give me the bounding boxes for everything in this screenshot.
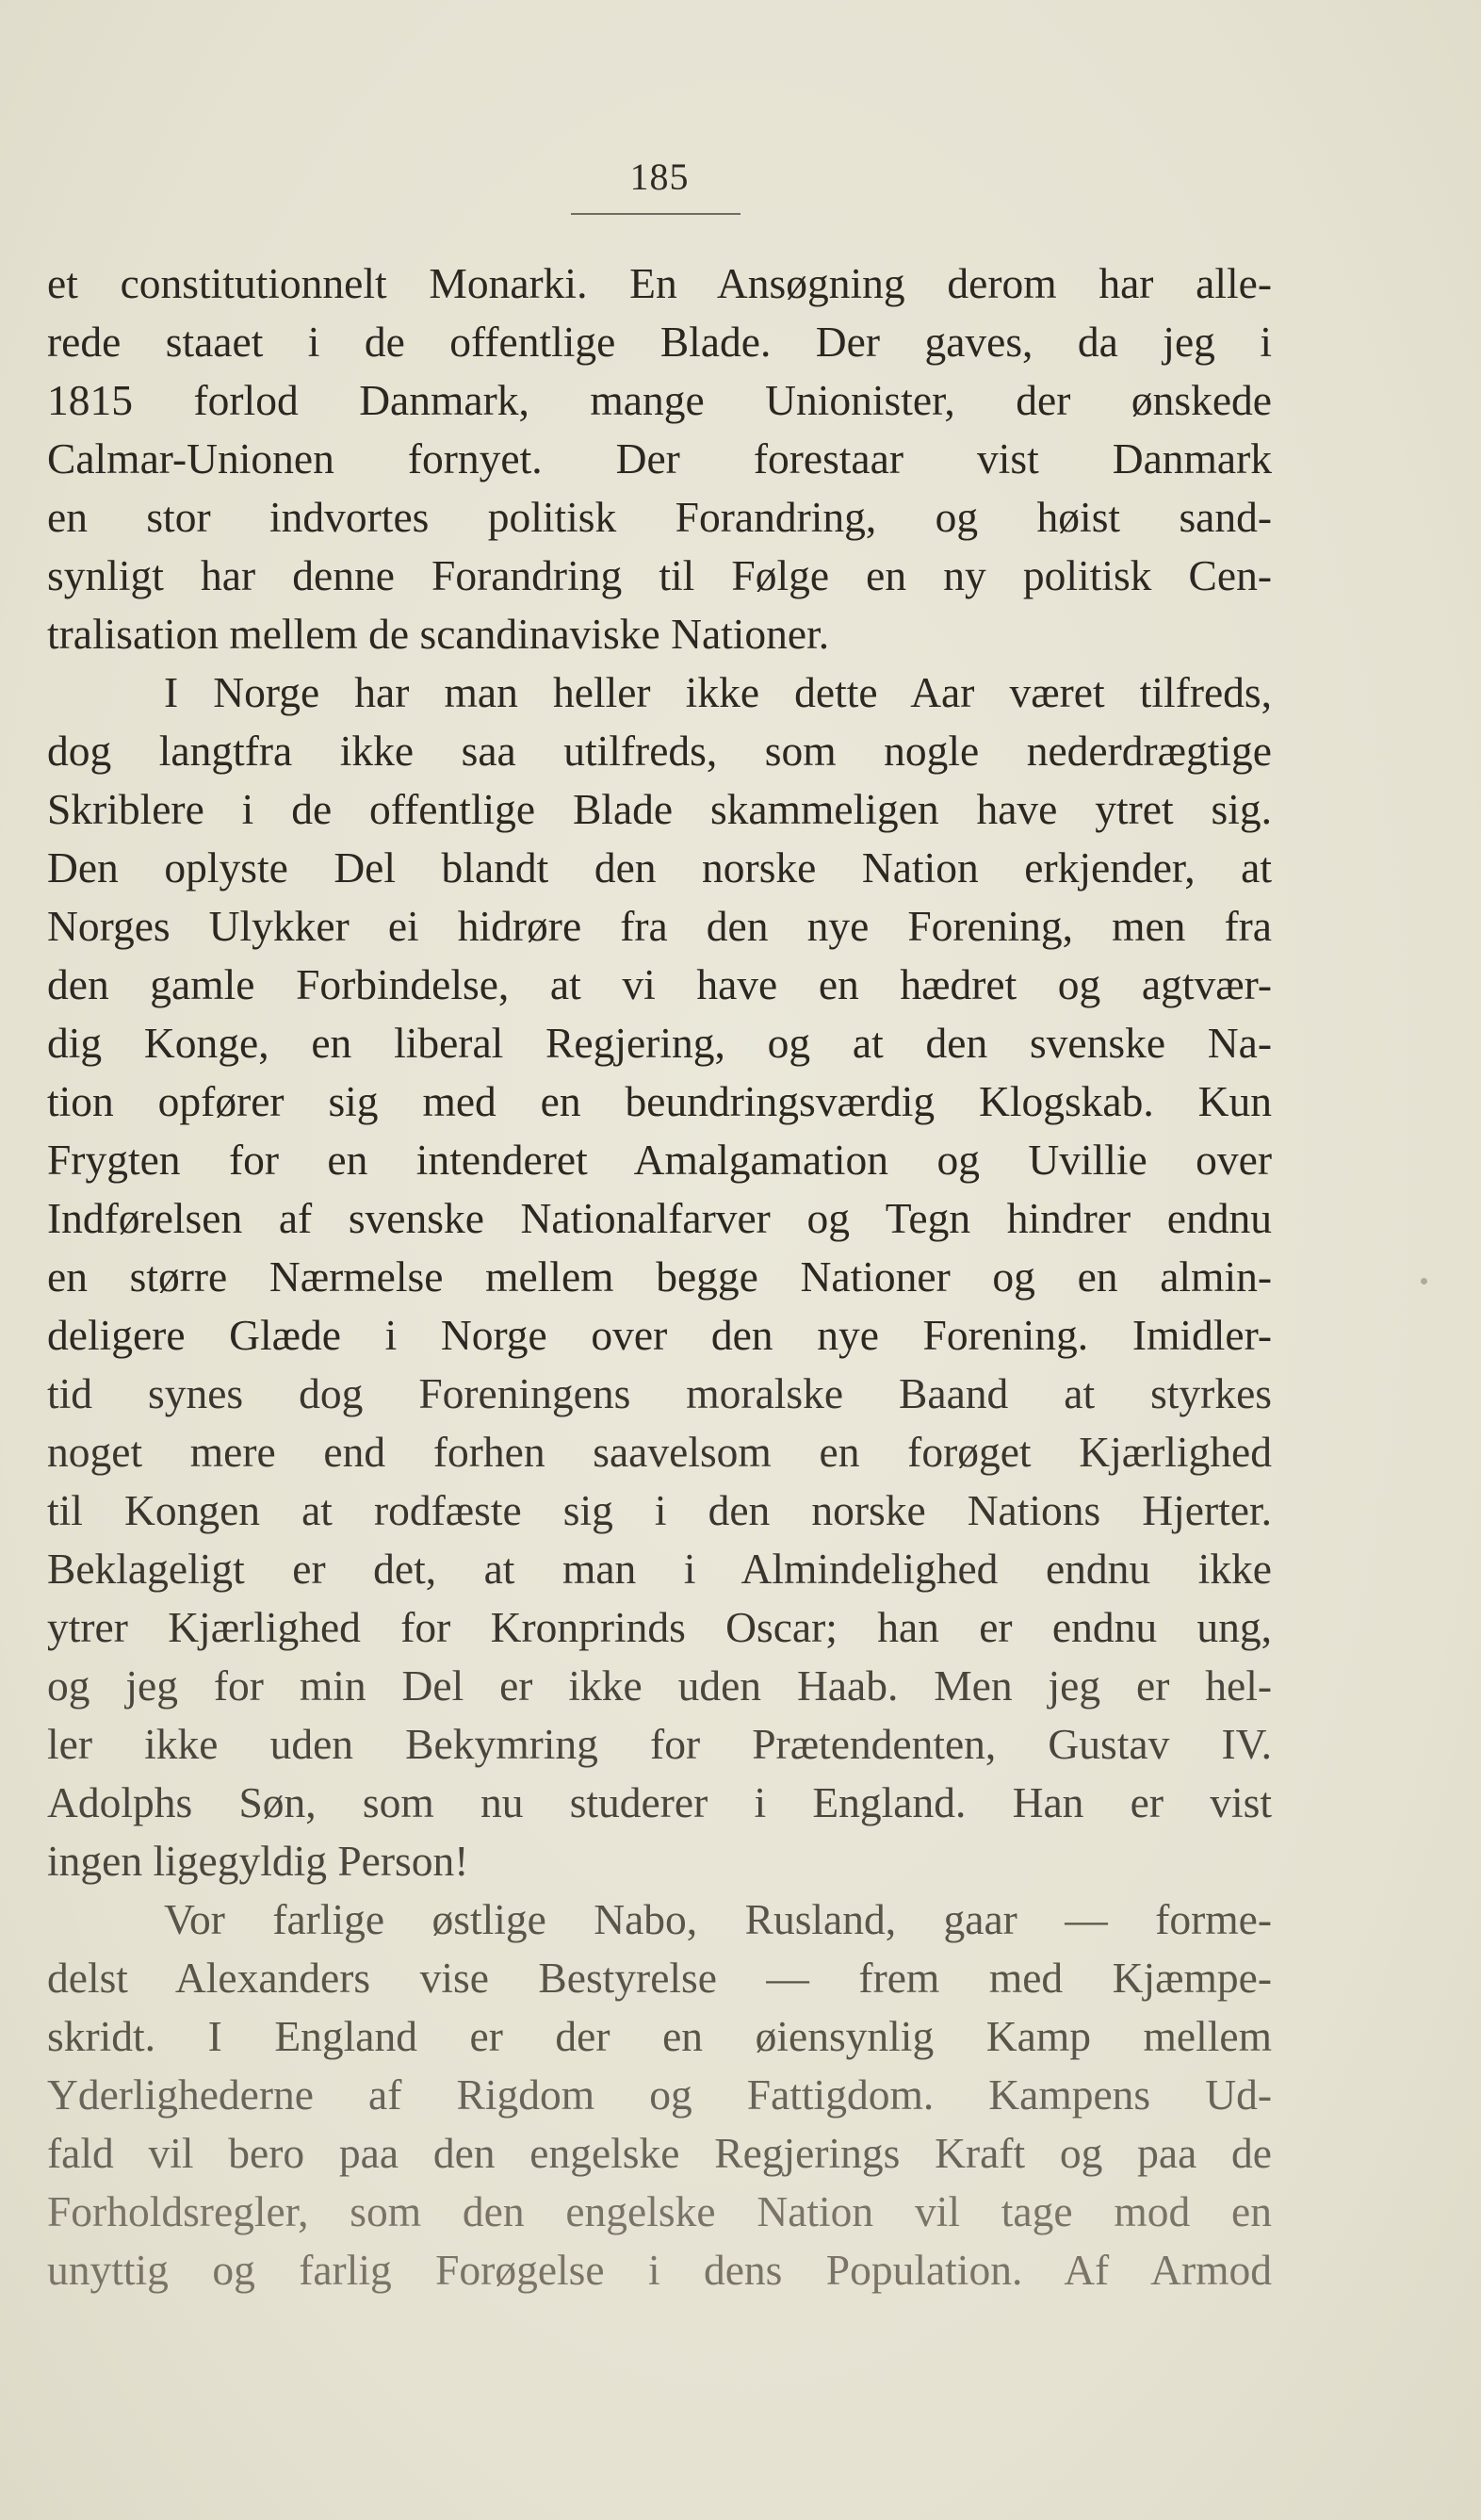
text-line: Calmar-Unionen fornyet. Der forestaar vist Danmark [47,434,1272,483]
text-line: til Kongen at rodfæste sig i den norske Nations Hjerter. [47,1486,1272,1534]
text-line: ytrer Kjærlighed for Kronprinds Oscar; han er endnu ung, [47,1603,1272,1651]
text-line: Beklageligt er det, at man i Almindelighed endnu ikke [47,1545,1272,1593]
text-line: en stor indvortes politisk Forandring, og høist sand- [47,493,1272,541]
text-line: I Norge har man heller ikke dette Aar været tilfreds, [164,668,1272,716]
page-number: 185 [629,155,690,198]
text-line: ingen ligegyldig Person! [47,1837,469,1885]
text-line: dog langtfra ikke saa utilfreds, som nogle nederdrægtige [47,727,1272,775]
text-line: noget mere end forhen saavelsom en forøget Kjærlighed [47,1428,1272,1476]
text-line: fald vil bero paa den engelske Regjerings Kraft og paa de [47,2129,1272,2177]
text-line: en større Nærmelse mellem begge Nationer og en almin- [47,1252,1272,1301]
text-line: og jeg for min Del er ikke uden Haab. Men jeg er hel- [47,1661,1272,1710]
text-line: Norges Ulykker ei hidrøre fra den nye Forening, men fra [47,902,1272,950]
paper-speck [1421,1278,1427,1285]
text-line: Vor farlige østlige Nabo, Rusland, gaar — forme- [164,1895,1272,1943]
header-rule [571,213,740,215]
body-text [47,254,1272,2299]
text-line: et constitutionnelt Monarki. En Ansøgning derom har alle- [47,259,1272,307]
text-line: synligt har denne Forandring til Følge en ny politisk Cen- [47,551,1272,599]
text-line: delst Alexanders vise Bestyrelse — frem med Kjæmpe- [47,1954,1272,2002]
text-line: den gamle Forbindelse, at vi have en hædret og agtvær- [47,960,1272,1008]
text-line: rede staaet i de offentlige Blade. Der gaves, da jeg i [47,318,1272,366]
text-line: Skriblere i de offentlige Blade skammeligen have ytret sig. [47,785,1272,833]
text-line: deligere Glæde i Norge over den nye Forening. Imidler- [47,1311,1272,1359]
text-line: dig Konge, en liberal Regjering, og at den svenske Na- [47,1019,1272,1067]
text-line: Frygten for en intenderet Amalgamation og Uvillie over [47,1136,1272,1184]
text-line: 1815 forlod Danmark, mange Unionister, der ønskede [47,376,1272,424]
text-line: tralisation mellem de scandinaviske Nationer. [47,610,830,658]
text-line: tid synes dog Foreningens moralske Baand at styrkes [47,1369,1272,1417]
text-line: tion opfører sig med en beundringsværdig Klogskab. Kun [47,1077,1272,1125]
text-line: Indførelsen af svenske Nationalfarver og Tegn hindrer endnu [47,1194,1272,1242]
text-line: Forholdsregler, som den engelske Nation vil tage mod en [47,2187,1272,2235]
text-line: unyttig og farlig Forøgelse i dens Population. Af Armod [47,2246,1272,2294]
text-line: Yderlighederne af Rigdom og Fattigdom. Kampens Ud- [47,2070,1272,2119]
text-line: Den oplyste Del blandt den norske Nation erkjender, at [47,843,1272,892]
text-line: skridt. I England er der en øiensynlig Kamp mellem [47,2012,1272,2060]
text-line: ler ikke uden Bekymring for Prætendenten, Gustav IV. [47,1720,1272,1768]
text-line: Adolphs Søn, som nu studerer i England. Han er vist [47,1778,1272,1826]
